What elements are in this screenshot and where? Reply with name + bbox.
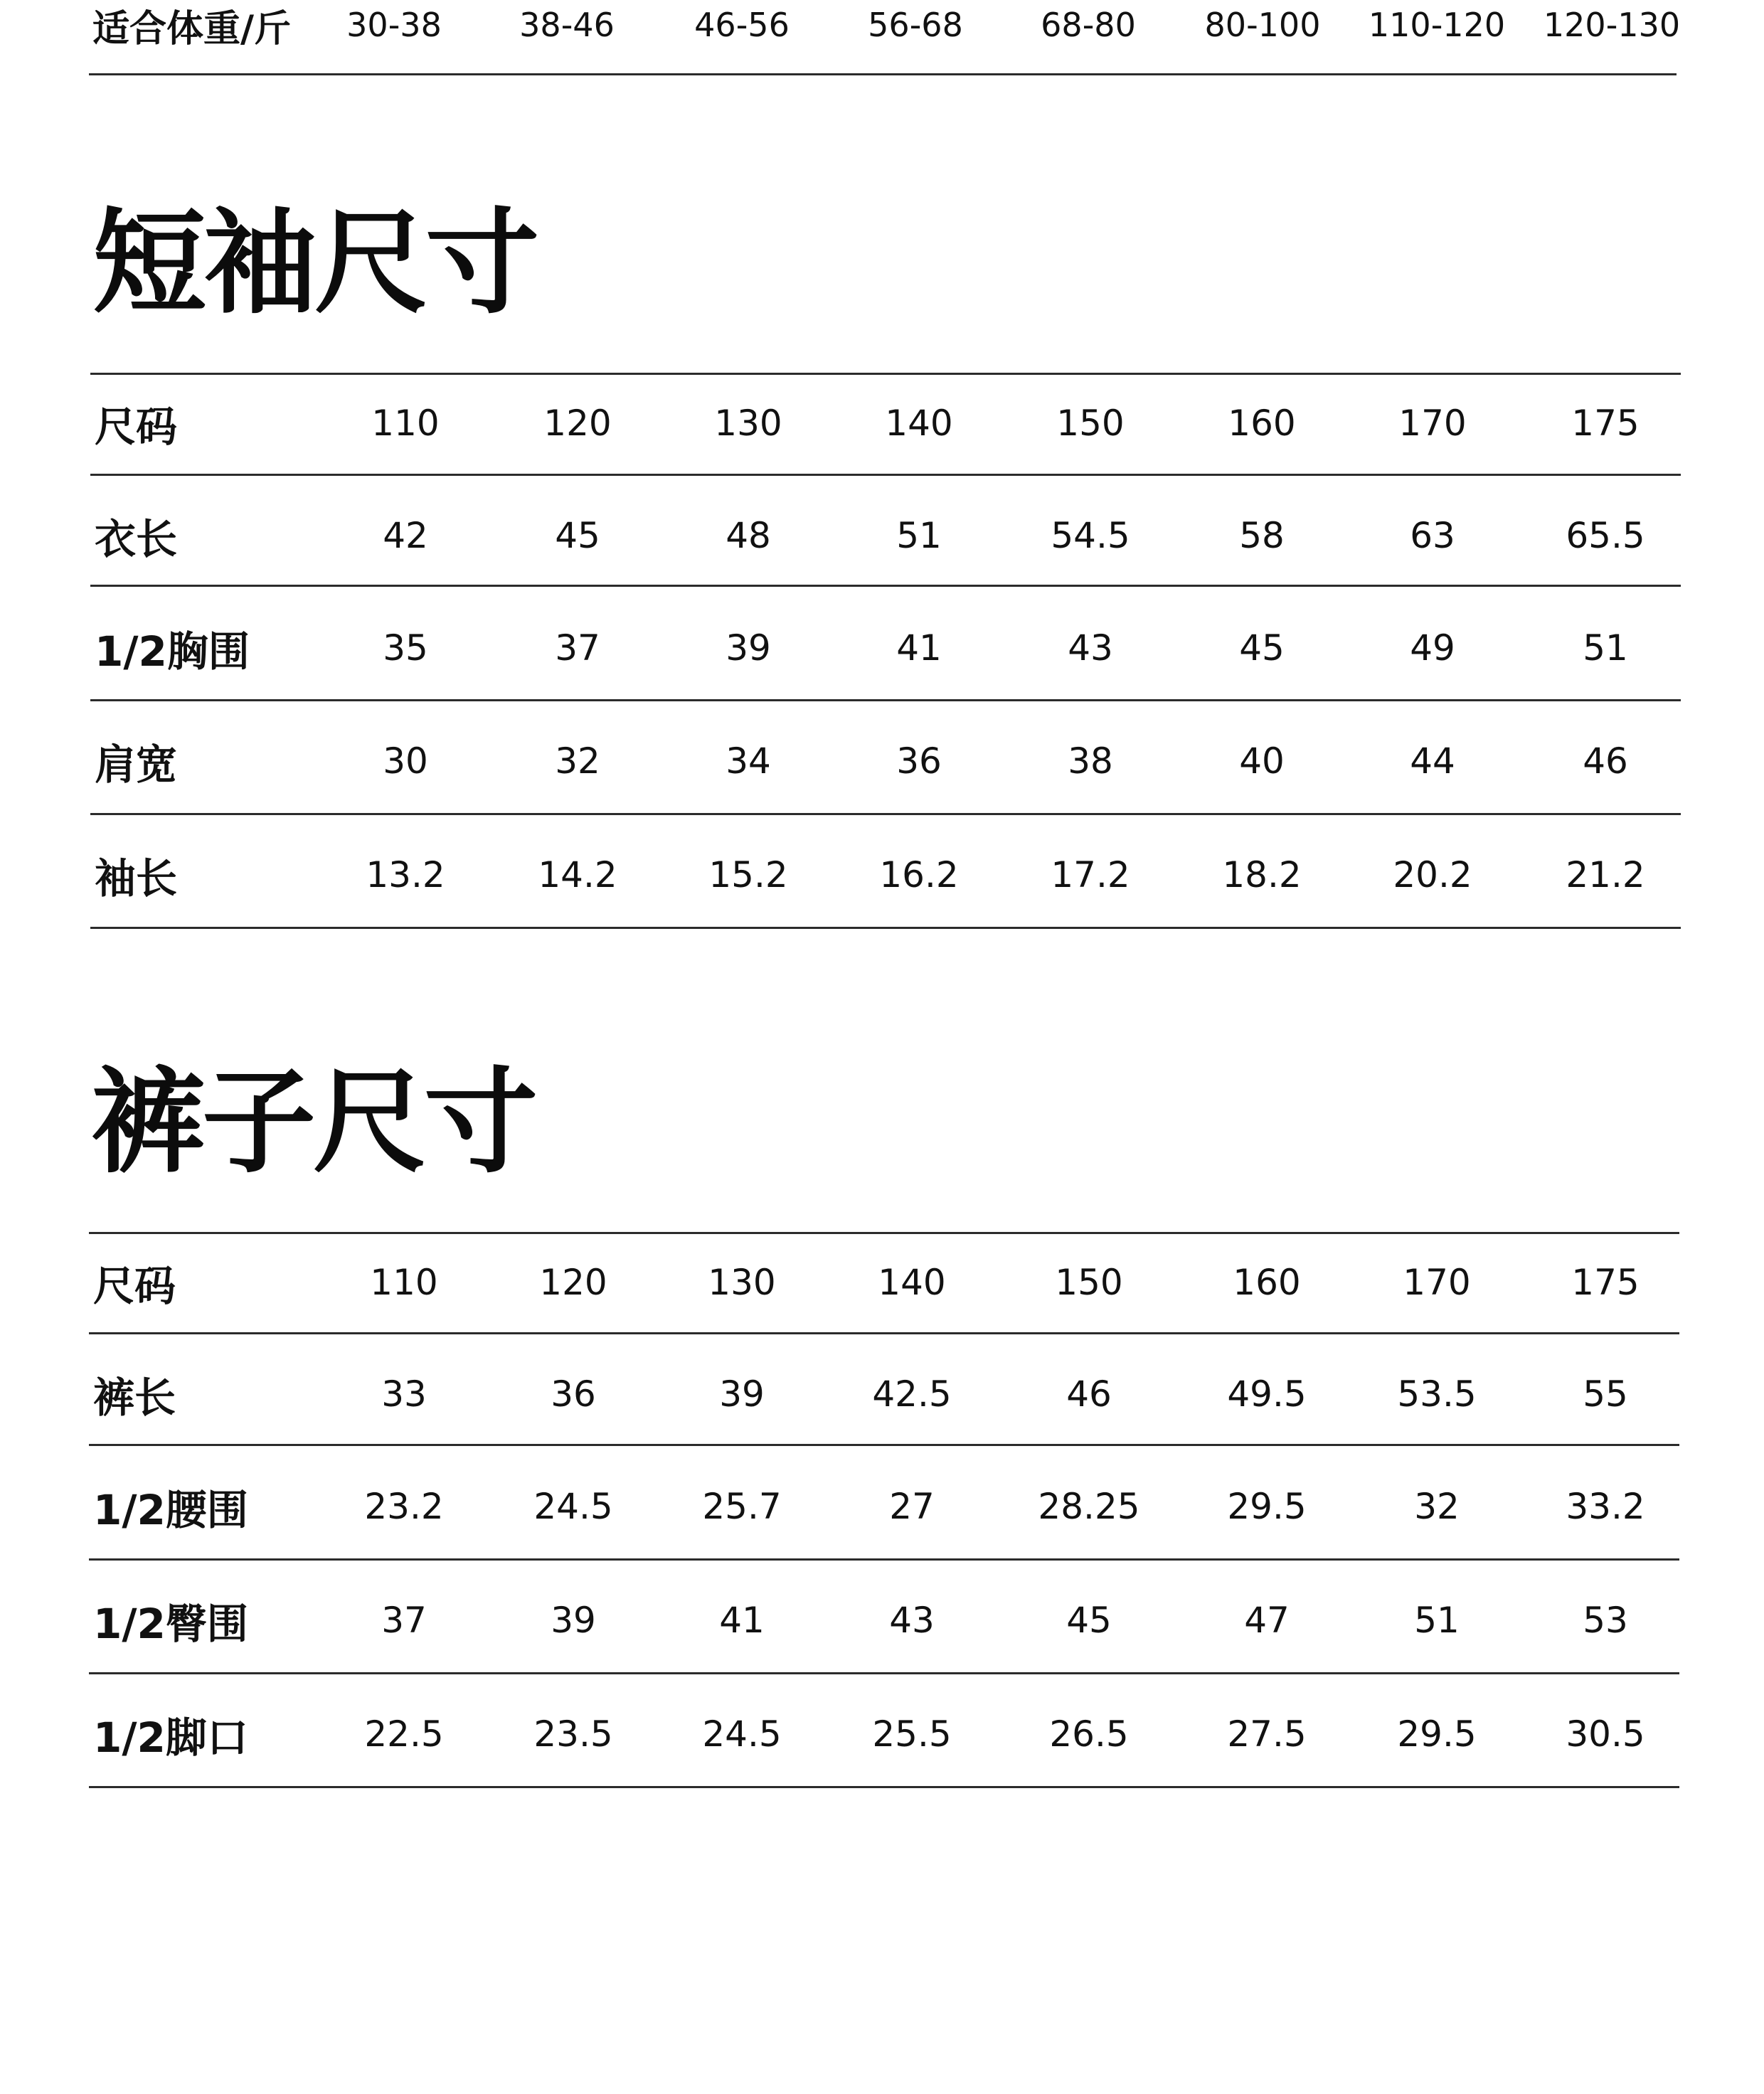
table-cell: 27.5 <box>1227 1713 1307 1755</box>
table-cell: 41 <box>719 1600 765 1641</box>
table-cell: 41 <box>896 627 942 669</box>
table-cell: 33.2 <box>1566 1486 1645 1527</box>
row-label: 1/2臀围 <box>93 1600 248 1648</box>
table-cell: 45 <box>1066 1600 1112 1641</box>
table-cell: 160 <box>1228 403 1296 444</box>
table-cell: 21.2 <box>1566 854 1645 895</box>
table-cell: 54.5 <box>1051 515 1130 556</box>
table-cell: 23.2 <box>364 1486 444 1527</box>
divider <box>89 1672 1679 1674</box>
weight-value: 110-120 <box>1368 6 1506 44</box>
table-cell: 36 <box>551 1373 596 1415</box>
table-cell: 55 <box>1583 1373 1628 1415</box>
table-cell: 27 <box>889 1486 935 1527</box>
table-cell: 53 <box>1583 1600 1628 1641</box>
table-row <box>0 1344 1764 1445</box>
table-row <box>0 824 1764 925</box>
table-cell: 160 <box>1233 1262 1301 1303</box>
divider <box>90 927 1681 929</box>
table-row <box>0 1456 1764 1557</box>
row-label: 1/2脚口 <box>93 1713 248 1762</box>
table-cell: 43 <box>1068 627 1113 669</box>
table-cell: 46 <box>1066 1373 1112 1415</box>
table-cell: 43 <box>889 1600 935 1641</box>
row-label: 尺码 <box>95 403 178 451</box>
table-cell: 17.2 <box>1051 854 1130 895</box>
shirt-section-title: 短袖尺寸 <box>92 196 537 329</box>
divider <box>89 73 1677 75</box>
table-cell: 25.5 <box>872 1713 952 1755</box>
table-cell: 140 <box>878 1262 946 1303</box>
table-cell: 45 <box>1239 627 1285 669</box>
table-row <box>0 373 1764 474</box>
table-cell: 33 <box>381 1373 427 1415</box>
table-row <box>0 1232 1764 1333</box>
table-cell: 53.5 <box>1397 1373 1477 1415</box>
table-cell: 30 <box>383 740 428 782</box>
table-cell: 29.5 <box>1397 1713 1477 1755</box>
table-cell: 32 <box>1414 1486 1460 1527</box>
table-row <box>0 1570 1764 1671</box>
table-cell: 42 <box>383 515 428 556</box>
table-cell: 24.5 <box>533 1486 613 1527</box>
divider <box>90 585 1681 587</box>
table-cell: 46 <box>1583 740 1628 782</box>
row-label: 1/2胸围 <box>95 627 250 676</box>
weight-value: 56-68 <box>868 6 963 44</box>
table-cell: 42.5 <box>872 1373 952 1415</box>
table-cell: 49 <box>1410 627 1455 669</box>
weight-row <box>0 0 1764 75</box>
table-cell: 37 <box>381 1600 427 1641</box>
table-cell: 150 <box>1055 1262 1123 1303</box>
weight-value: 80-100 <box>1204 6 1321 44</box>
table-cell: 44 <box>1410 740 1455 782</box>
table-cell: 51 <box>1414 1600 1460 1641</box>
weight-value: 38-46 <box>519 6 615 44</box>
row-label: 肩宽 <box>95 740 178 789</box>
table-cell: 120 <box>539 1262 607 1303</box>
table-cell: 28.25 <box>1038 1486 1140 1527</box>
divider <box>90 699 1681 701</box>
table-cell: 110 <box>370 1262 438 1303</box>
table-cell: 110 <box>371 403 440 444</box>
divider <box>89 1332 1679 1334</box>
table-cell: 130 <box>708 1262 776 1303</box>
table-cell: 170 <box>1398 403 1467 444</box>
row-label: 1/2腰围 <box>93 1486 248 1534</box>
table-cell: 32 <box>555 740 600 782</box>
table-cell: 40 <box>1239 740 1285 782</box>
table-cell: 51 <box>896 515 942 556</box>
table-cell: 150 <box>1056 403 1125 444</box>
table-cell: 26.5 <box>1049 1713 1129 1755</box>
divider <box>89 1786 1679 1788</box>
table-cell: 39 <box>719 1373 765 1415</box>
table-cell: 49.5 <box>1227 1373 1307 1415</box>
row-label: 裤长 <box>93 1373 176 1422</box>
table-cell: 20.2 <box>1393 854 1472 895</box>
divider <box>90 474 1681 476</box>
table-cell: 14.2 <box>538 854 617 895</box>
table-cell: 63 <box>1410 515 1455 556</box>
table-row <box>0 711 1764 812</box>
table-cell: 175 <box>1571 1262 1640 1303</box>
table-cell: 39 <box>551 1600 596 1641</box>
table-cell: 45 <box>555 515 600 556</box>
table-cell: 38 <box>1068 740 1113 782</box>
row-label: 衣长 <box>95 515 178 563</box>
table-cell: 13.2 <box>366 854 445 895</box>
table-cell: 39 <box>726 627 771 669</box>
table-cell: 25.7 <box>702 1486 782 1527</box>
divider <box>89 1444 1679 1446</box>
table-cell: 18.2 <box>1222 854 1302 895</box>
table-cell: 22.5 <box>364 1713 444 1755</box>
table-cell: 23.5 <box>533 1713 613 1755</box>
table-cell: 34 <box>726 740 771 782</box>
table-cell: 65.5 <box>1566 515 1645 556</box>
weight-value: 120-130 <box>1543 6 1681 44</box>
table-cell: 24.5 <box>702 1713 782 1755</box>
table-cell: 30.5 <box>1566 1713 1645 1755</box>
table-cell: 37 <box>555 627 600 669</box>
table-row <box>0 1684 1764 1785</box>
weight-row-label: 适合体重/斤 <box>92 7 291 51</box>
table-cell: 140 <box>885 403 953 444</box>
divider <box>90 813 1681 815</box>
table-row <box>0 597 1764 698</box>
table-cell: 48 <box>726 515 771 556</box>
row-label: 袖长 <box>95 854 178 903</box>
weight-value: 30-38 <box>346 6 442 44</box>
table-cell: 130 <box>714 403 782 444</box>
table-cell: 35 <box>383 627 428 669</box>
table-cell: 29.5 <box>1227 1486 1307 1527</box>
table-cell: 16.2 <box>879 854 959 895</box>
table-cell: 175 <box>1571 403 1640 444</box>
weight-value: 68-80 <box>1041 6 1136 44</box>
row-label: 尺码 <box>93 1262 176 1310</box>
divider <box>89 1558 1679 1561</box>
table-cell: 58 <box>1239 515 1285 556</box>
table-cell: 15.2 <box>708 854 788 895</box>
pants-section-title: 裤子尺寸 <box>91 1056 536 1189</box>
table-cell: 120 <box>543 403 612 444</box>
table-row <box>0 485 1764 586</box>
table-cell: 36 <box>896 740 942 782</box>
weight-value: 46-56 <box>694 6 790 44</box>
table-cell: 170 <box>1403 1262 1471 1303</box>
table-cell: 47 <box>1244 1600 1290 1641</box>
table-cell: 51 <box>1583 627 1628 669</box>
